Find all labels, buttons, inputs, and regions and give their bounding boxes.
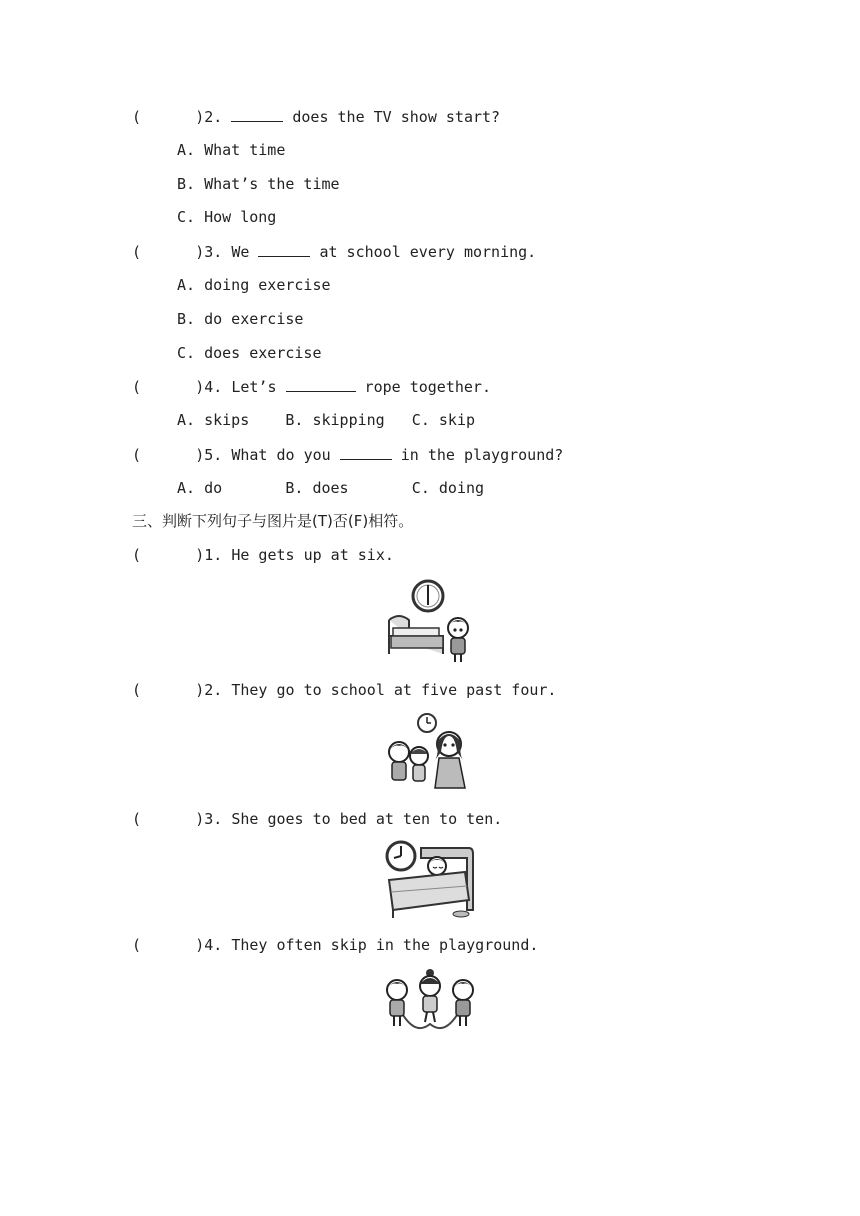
- answer-paren[interactable]: ( ): [132, 936, 205, 954]
- answer-blank: [286, 376, 356, 392]
- option-b: B. do exercise: [177, 310, 304, 328]
- question-2: [132, 106, 500, 127]
- children-teacher-clock-picture: [385, 712, 475, 794]
- question-4: [132, 376, 491, 397]
- item-text: 1. He gets up at six.: [204, 546, 394, 564]
- options-row: A. skips B. skipping C. skip: [177, 411, 476, 429]
- children-skipping-picture: [383, 968, 477, 1034]
- answer-blank: [231, 106, 283, 122]
- answer-paren[interactable]: ( ): [132, 243, 205, 261]
- tf-item-2: [132, 680, 556, 700]
- answer-paren[interactable]: ( ): [132, 446, 205, 464]
- option-c: C. How long: [177, 208, 277, 226]
- option-c: C. does exercise: [177, 344, 322, 362]
- question-text: What do you: [231, 446, 340, 464]
- section-heading: 三、判断下列句子与图片是(T)否(F)相符。: [132, 512, 414, 530]
- question-text: at school every morning.: [310, 243, 537, 261]
- answer-paren[interactable]: ( ): [132, 681, 205, 699]
- question-5: [132, 444, 563, 465]
- question-text: Let’s: [231, 378, 286, 396]
- answer-paren[interactable]: ( ): [132, 546, 205, 564]
- answer-paren[interactable]: ( ): [132, 810, 205, 828]
- option-b: B. What’s the time: [177, 175, 340, 193]
- option-a: A. What time: [177, 141, 286, 159]
- item-text: 4. They often skip in the playground.: [204, 936, 539, 954]
- question-text: rope together.: [355, 378, 491, 396]
- tf-item-3: [132, 809, 502, 829]
- question-text: We: [231, 243, 259, 261]
- question-number: 5.: [204, 446, 223, 464]
- boy-bed-clock-picture: [385, 578, 475, 664]
- question-3: [132, 241, 536, 262]
- item-text: 2. They go to school at five past four.: [204, 681, 557, 699]
- options-row: A. do B. does C. doing: [177, 479, 485, 497]
- question-text: does the TV show start?: [283, 108, 501, 126]
- question-text: in the playground?: [391, 446, 564, 464]
- answer-paren[interactable]: ( ): [132, 378, 205, 396]
- answer-blank: [258, 241, 310, 257]
- question-number: 2.: [204, 108, 223, 126]
- tf-item-4: [132, 935, 538, 955]
- option-a: A. doing exercise: [177, 276, 331, 294]
- answer-paren[interactable]: ( ): [132, 108, 205, 126]
- tf-item-1: [132, 545, 394, 565]
- item-text: 3. She goes to bed at ten to ten.: [204, 810, 503, 828]
- question-number: 3.: [204, 243, 223, 261]
- answer-blank: [340, 444, 392, 460]
- girl-in-bed-picture: [385, 840, 477, 920]
- question-number: 4.: [204, 378, 223, 396]
